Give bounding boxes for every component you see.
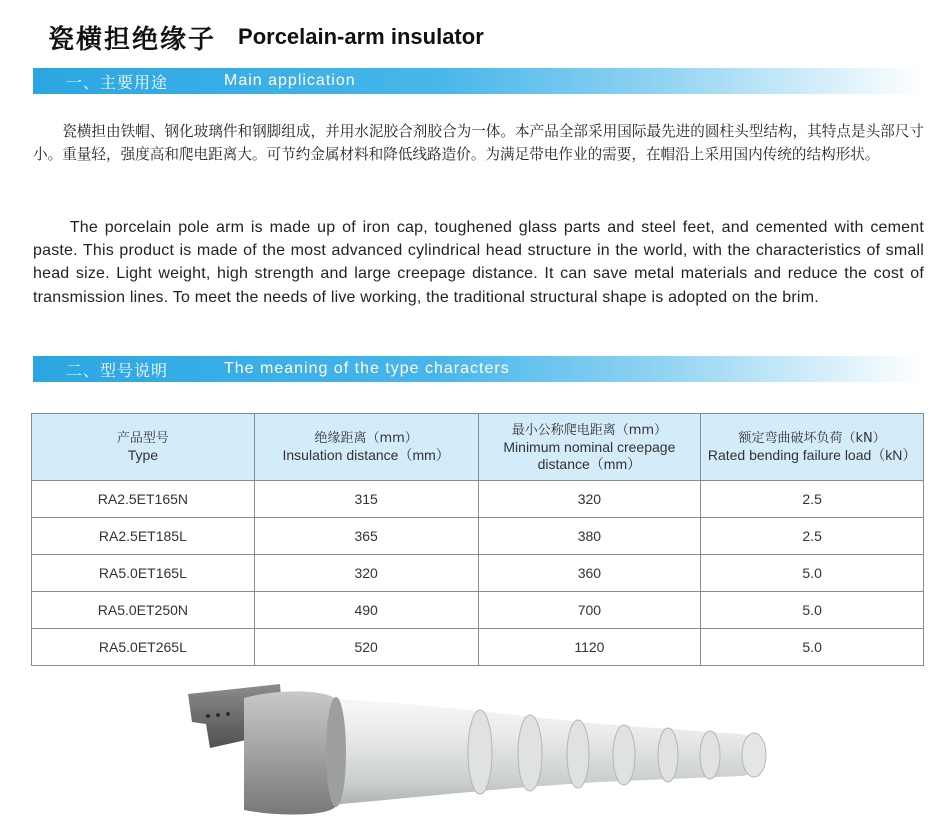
header-type xyxy=(32,414,255,481)
cell-load: 5.0 xyxy=(701,629,924,666)
table-row xyxy=(32,629,924,666)
table-row xyxy=(32,592,924,629)
header-label-en: Type xyxy=(127,447,159,463)
cell-insulation: 520 xyxy=(254,629,478,666)
description-zh: 瓷横担由铁帽、钢化玻璃件和钢脚组成，并用水泥胶合剂胶合为一体。本产品全部采用国际最先进的圆柱头型结构，其特点是头部尺寸小。重量轻，强度高和爬电距离大。可节约金属材料和降低线路造价。为满足带电作业的需要，在帽沿上采用国内传统的结构形状。 xyxy=(33,123,924,163)
spec-table xyxy=(31,413,924,666)
cell-load: 5.0 xyxy=(701,555,924,592)
header-label-zh: 额定弯曲破坏负荷（kN） xyxy=(738,431,886,446)
cell-type: RA5.0ET265L xyxy=(32,629,255,666)
cell-load: 2.5 xyxy=(701,481,924,518)
header-label-zh: 最小公称爬电距离（mm） xyxy=(511,422,668,438)
table-header-row xyxy=(32,414,924,481)
cell-type: RA2.5ET165N xyxy=(32,481,255,518)
section-header-main-application xyxy=(33,68,923,94)
header-bending-load xyxy=(701,414,924,481)
cell-insulation: 315 xyxy=(254,481,478,518)
cell-type: RA5.0ET250N xyxy=(32,592,255,629)
section-header-type-characters xyxy=(33,356,923,382)
table-row xyxy=(32,518,924,555)
section-title-zh: 二、型号说明 xyxy=(66,360,169,380)
section-title-en: Main application xyxy=(224,72,356,89)
cell-insulation: 365 xyxy=(254,518,478,555)
cell-load: 2.5 xyxy=(701,518,924,555)
header-label-zh: 产品型号 xyxy=(116,431,169,446)
table-row xyxy=(32,481,924,518)
header-label-zh: 绝缘距离（mm） xyxy=(314,431,418,446)
header-creepage-distance xyxy=(478,414,701,481)
section-title-zh: 一、主要用途 xyxy=(66,72,169,92)
cell-creepage: 1120 xyxy=(478,629,701,666)
cell-type: RA5.0ET165L xyxy=(32,555,255,592)
insulator-body xyxy=(320,698,766,806)
table-row xyxy=(32,555,924,592)
title-en: Porcelain-arm insulator xyxy=(238,24,484,49)
header-insulation-distance xyxy=(254,414,478,481)
header-label-en: Minimum nominal creepage distance（mm） xyxy=(503,438,676,472)
cell-creepage: 320 xyxy=(478,481,701,518)
cell-insulation: 490 xyxy=(254,592,478,629)
cell-creepage: 380 xyxy=(478,518,701,555)
page-title xyxy=(48,20,484,54)
header-label-en: Insulation distance（mm） xyxy=(282,447,450,463)
cell-creepage: 700 xyxy=(478,592,701,629)
cell-load: 5.0 xyxy=(701,592,924,629)
header-label-en: Rated bending failure load（kN） xyxy=(707,447,917,463)
title-zh: 瓷横担绝缘子 xyxy=(48,24,217,55)
description-en: The porcelain pole arm is made up of iron cap, toughened glass parts and steel feet, and cemented with cement paste. This product is made of the most advanced cylindrical head structure in the world, with the characteristics of small head size. Light weight, high strength and large creepage distance. It can save metal materials and reduce the cost of transmission lines. To meet the needs of live working, the traditional structural shape is adopted on the brim. xyxy=(33,219,924,306)
section-title-en: The meaning of the type characters xyxy=(224,360,510,377)
insulator-product-image xyxy=(180,676,780,817)
cell-type: RA2.5ET185L xyxy=(32,518,255,555)
cell-insulation: 320 xyxy=(254,555,478,592)
metal-cap xyxy=(244,691,346,814)
cell-creepage: 360 xyxy=(478,555,701,592)
